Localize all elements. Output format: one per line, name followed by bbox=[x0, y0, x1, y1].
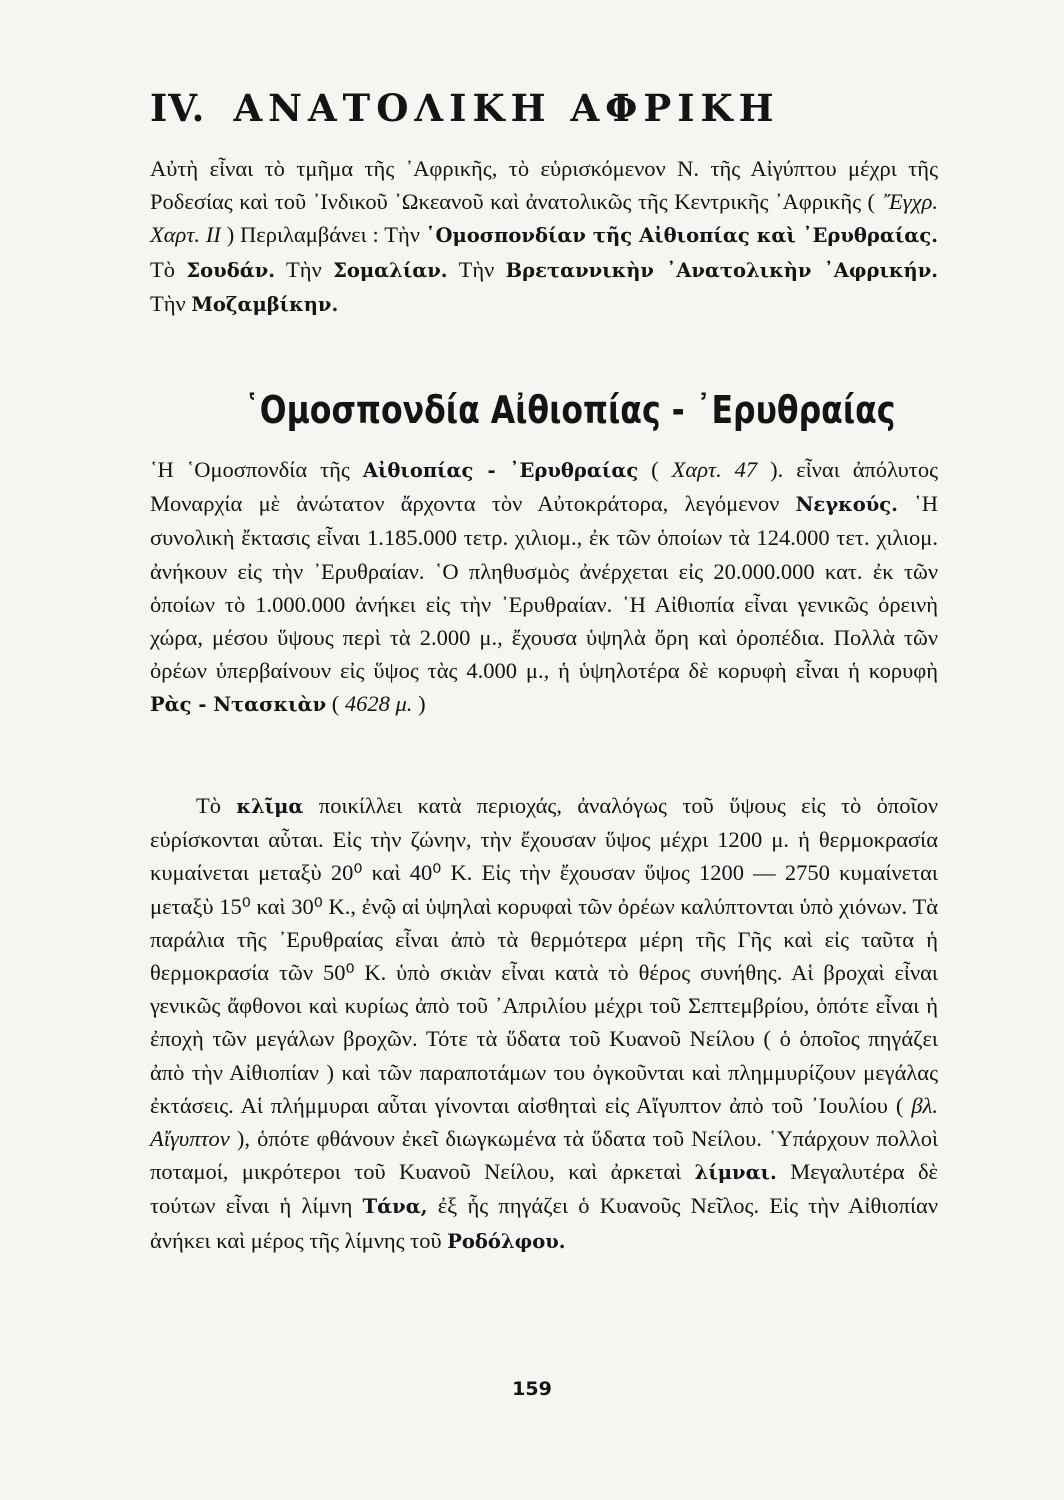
bold-term: ῾Ομοσπονδίαν τῆς Αἰθιοπίας καὶ ᾿Ερυθραίας. bbox=[425, 224, 938, 248]
climate-paragraph bbox=[150, 789, 938, 1258]
bold-term: κλῖμα bbox=[236, 795, 304, 818]
federation-paragraph bbox=[150, 453, 938, 722]
height-reference: 4628 μ. bbox=[344, 691, 413, 717]
text-run: Τὸ bbox=[150, 256, 187, 282]
chapter-number: IV. bbox=[150, 86, 206, 130]
text-run: ποικίλλει κατὰ περιοχάς, ἀναλόγως τοῦ ὕψους εἰς τὸ ὁποῖον εὑρίσκονται αὗται. Εἰς τὴν ζώνην, τὴν ἔχουσαν ὕψος μέχρι 1200 μ. ἡ θερμοκρασία κυμαίνεται μεταξὺ 20⁰ καὶ 40⁰ Κ. Εἰς τὴν ἔχουσαν ὕψος 1200 — 2750 κυμαίνεται μεταξὺ 15⁰ καὶ 30⁰ Κ., ἐνῷ αἱ ὑψηλαὶ κορυφαὶ τῶν ὀρέων καλύπτονται ὑπὸ χιόνων. Τὰ παράλια τῆς ᾿Ερυθραίας εἶναι ἀπὸ τὰ θερμότερα μέρη τῆς Γῆς καὶ εἰς ταῦτα ἡ θερμοκρασία τῶν 50⁰ Κ. ὑπὸ σκιὰν εἶναι κατὰ τὸ θέρος συνήθης. Αἱ βροχαὶ εἶναι γενικῶς ἄφθονοι καὶ κυρίως ἀπὸ τοῦ ᾿Απριλίου μέχρι τοῦ Σεπτεμβρίου, ὁπότε εἶναι ἡ ἐποχὴ τῶν μεγάλων βροχῶν. Τότε τὰ ὕδατα τοῦ Κυανοῦ Νείλου ( ὁ ὁποῖος πηγάζει ἀπὸ τὴν Αἰθιοπίαν ) καὶ τῶν παραποτάμων του ὀγκοῦνται καὶ πλημμυρίζουν μεγάλας ἐκτάσεις. Αἱ πλήμμυραι αὗται γίνονται αἰσθηταὶ εἰς Αἴγυπτον ἀπὸ τοῦ ᾿Ιουλίου ( bbox=[150, 793, 939, 1118]
section-heading: ῾Ομοσπονδία Αἰθιοπίας - ᾿Ερυθραίας bbox=[244, 388, 896, 432]
text-run: Τὸ bbox=[196, 793, 237, 818]
map-reference: ῎Εγχρ. Χαρτ. ΙΙ bbox=[150, 189, 938, 248]
chapter-title bbox=[150, 86, 910, 130]
map-reference: Χαρτ. 47 bbox=[671, 457, 758, 482]
bold-term: Νεγκούς. bbox=[795, 493, 898, 517]
bold-term: Σουδάν. bbox=[186, 258, 276, 282]
text-run: Τὴν bbox=[447, 256, 506, 282]
bold-term: Ρὰς - Ντασκιὰν bbox=[150, 693, 327, 717]
text-run: Τὴν bbox=[150, 290, 192, 316]
text-run: ) bbox=[412, 691, 426, 717]
bold-term: Ροδόλφου. bbox=[447, 1229, 566, 1253]
text-run: ) Περιλαμβάνει : Τὴν bbox=[220, 222, 426, 248]
text-run: ( bbox=[638, 457, 672, 482]
text-run: Αὐτὴ εἶναι τὸ τμῆμα τῆς ᾿Αφρικῆς, τὸ εὑρισκόμενον Ν. τῆς Αἰγύπτου μέχρι τῆς Ροδεσίας καὶ τοῦ ᾿Ινδικοῦ ᾿Ωκεανοῦ καὶ ἀνατολικῶς τῆς Κεντρικῆς ᾿Αφρικῆς ( bbox=[150, 156, 938, 215]
text-run: ). εἶναι ἀπόλυτος Μοναρχία μὲ ἀνώτατον ἄρχοντα τὸν Αὐτοκράτορα, λεγόμενον bbox=[150, 457, 938, 517]
bold-term: Μοζαμβίκην. bbox=[191, 292, 339, 316]
bold-term: Αἰθιοπίας - ᾿Ερυθραίας bbox=[362, 459, 639, 482]
cross-reference: βλ. Αἴγυπτον bbox=[150, 1092, 938, 1152]
text-run: ( bbox=[326, 691, 345, 717]
text-run: ῾Η ῾Ομοσπονδία τῆς bbox=[150, 457, 363, 482]
page-number: 159 bbox=[512, 1378, 552, 1400]
bold-term: Τάνα, bbox=[362, 1195, 428, 1219]
bold-term: Βρεταννικὴν ᾿Ανατολικὴν ᾿Αφρικήν. bbox=[505, 258, 939, 282]
bold-term: λίμναι. bbox=[694, 1161, 777, 1185]
chapter-title-text: ΑΝΑΤΟΛΙΚΗ ΑΦΡΙΚΗ bbox=[233, 86, 780, 130]
intro-paragraph bbox=[150, 152, 938, 321]
text-run: Τὴν bbox=[275, 256, 334, 282]
bold-term: Σομαλίαν. bbox=[333, 258, 448, 282]
text-run: ῾Η συνολικὴ ἔκτασις εἶναι 1.185.000 τετρ. χιλιομ., ἐκ τῶν ὁποίων τὰ 124.000 τετ. χιλιομ. ἀνήκουν εἰς τὴν ᾿Ερυθραίαν. ῾Ο πληθυσμὸς ἀνέρχεται εἰς 20.000.000 κατ. ἐκ τῶν ὁποίων τὸ 1.000.000 ἀνήκει εἰς τὴν ᾿Ερυθραίαν. ῾Η Αἰθιοπία εἶναι γενικῶς ὀρεινὴ χώρα, μέσου ὕψους περὶ τὰ 2.000 μ., ἔχουσα ὑψηλὰ ὄρη καὶ ὀροπέδια. Πολλὰ τῶν ὀρέων ὑπερβαίνουν εἰς ὕψος τὰς 4.000 μ., ἡ ὑψηλοτέρα δὲ κορυφὴ εἶναι ἡ κορυφὴ bbox=[150, 491, 938, 684]
text-run: ἐξ ἧς πηγάζει ὁ Κυανοῦς Νεῖλος. Εἰς τὴν Αἰθιοπίαν ἀνήκει καὶ μέρος τῆς λίμνης τοῦ bbox=[150, 1193, 938, 1253]
text-run: Μεγαλυτέρα δὲ τούτων εἶναι ἡ λίμνη bbox=[150, 1159, 939, 1219]
text-run: ), ὁπότε φθάνουν ἐκεῖ διωγκωμένα τὰ ὕδατα τοῦ Νείλου. ῾Υπάρχουν πολλοὶ ποταμοί, μικρότεροι τοῦ Κυανοῦ Νείλου, καὶ ἀρκεταὶ bbox=[150, 1126, 938, 1185]
